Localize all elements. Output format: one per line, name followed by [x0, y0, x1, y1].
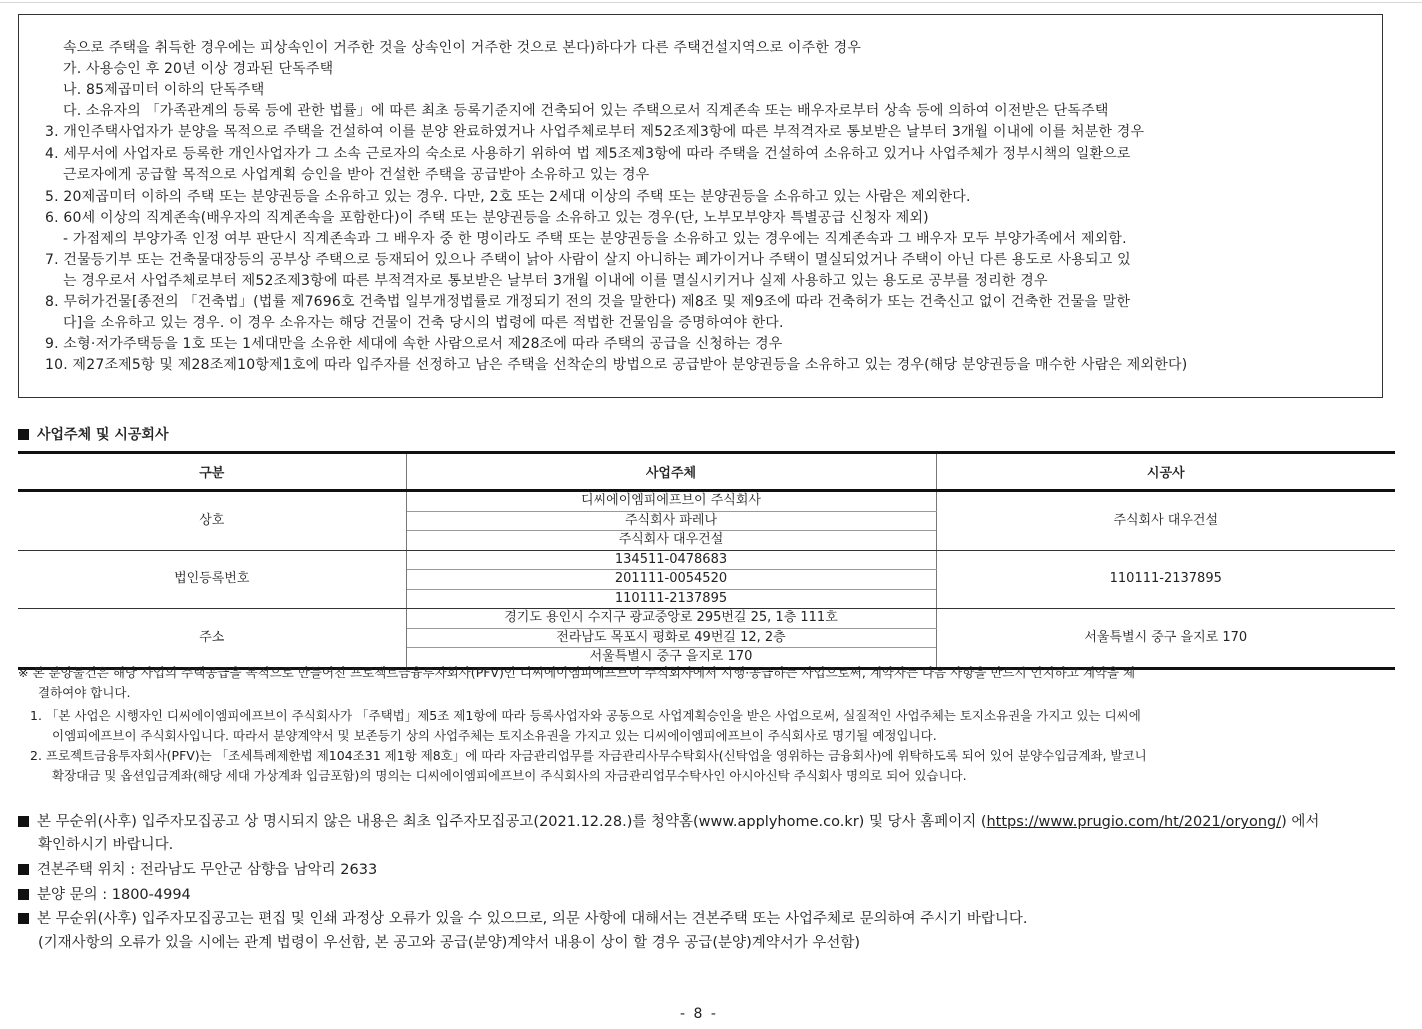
table-row [18, 609, 1395, 629]
info-line: (기재사항의 오류가 있을 시에는 관계 법령이 우선함, 본 공고와 공급(분양)계약서 내용이 상이 할 경우 공급(분양)계약서가 우선함) [38, 935, 861, 951]
table-cell: 주식회사 대우건설 [936, 491, 1395, 551]
note-line: 확장대금 및 옵션입금계좌(해당 세대 가상계좌 입금포함)의 명의는 디씨에이엠피에프브이 주식회사의 자금관리업무수탁사인 아시아신탁 주식회사 명의로 되어 있습니다. [52, 768, 967, 783]
square-bullet-icon [18, 864, 29, 875]
table-cell: 경기도 용인시 수지구 광교중앙로 295번길 25, 1층 111호 [406, 609, 936, 629]
table-cell: 전라남도 목포시 평화로 49번길 12, 2층 [406, 628, 936, 648]
box-line: 가. 사용승인 후 20년 이상 경과된 단독주택 [63, 61, 334, 77]
note-line: ※ 본 분양물건은 해당 사업의 주택공급을 목적으로 만들어진 프로젝트금융투자회사(PFV)인 디씨에이엠피에프브이 주식회사에서 시행·공급하는 사업으로써, 계약자는 다음 사항을 반드시 인지하고 계약을 체 [18, 665, 1136, 680]
table-row [18, 550, 1395, 570]
homepage-link[interactable]: https://www.prugio.com/ht/2021/oryong/ [986, 814, 1282, 830]
column-header: 구분 [18, 453, 406, 491]
top-rule [0, 2, 1422, 3]
table-cell: 201111-0054520 [406, 570, 936, 590]
note-line: 결하여야 합니다. [38, 685, 131, 700]
box-line: 근로자에게 공급할 목적으로 사업계획 승인을 받아 건설한 주택을 공급받아 소유하고 있는 경우 [63, 167, 650, 183]
company-table [18, 451, 1395, 670]
row-label: 주소 [18, 609, 406, 669]
note-line: 이엠피에프브이 주식회사입니다. 따라서 분양계약서 및 보존등기 상의 사업주체는 토지소유권을 가지고 있는 디씨에이엠피에프브이 주식회사로 명기될 예정입니다. [52, 728, 937, 743]
note-line: 1. 「본 사업은 시행자인 디씨에이엠피에프브이 주식회사가 「주택법」제5조 제1항에 따라 등록사업자와 공동으로 사업계획승인을 받은 사업으로써, 실질적인 사업주체는 토지소유권을 가지고 있는 디씨에 [30, 708, 1141, 723]
box-line: 다]을 소유하고 있는 경우. 이 경우 소유자는 해당 건물이 건축 당시의 법령에 따른 적법한 건물임을 증명하여야 한다. [63, 315, 784, 331]
info-line: 분양 문의 : 1800-4994 [18, 885, 191, 905]
row-label: 상호 [18, 491, 406, 551]
box-line: 3. 개인주택사업자가 분양을 목적으로 주택을 건설하여 이를 분양 완료하였거나 사업주체로부터 제52조제3항에 따른 부적격자로 통보받은 날부터 3개월 이내에 이를 처분한 경우 [45, 124, 1145, 140]
box-line: 4. 세무서에 사업자로 등록한 개인사업자가 그 소속 근로자의 숙소로 사용하기 위하여 법 제5조제3항에 따라 주택을 건설하여 소유하고 있거나 사업주체가 정부시책의 일환으로 [45, 146, 1131, 162]
box-line: 7. 건물등기부 또는 건축물대장등의 공부상 주택으로 등재되어 있으나 주택이 낡아 사람이 살지 아니하는 폐가이거나 주택이 멸실되었거나 주택이 아닌 다른 용도로 사용되고 있 [45, 252, 1131, 268]
table-cell: 주식회사 대우건설 [406, 531, 936, 551]
box-line: 다. 소유자의 「가족관계의 등록 등에 관한 법률」에 따른 최초 등록기준지에 건축되어 있는 주택으로서 직계존속 또는 배우자로부터 상속 등에 의하여 이전받은 단독주택 [63, 103, 1109, 119]
table-cell: 134511-0478683 [406, 550, 936, 570]
info-line: 확인하시기 바랍니다. [38, 837, 174, 853]
info-line: 본 무순위(사후) 입주자모집공고 상 명시되지 않은 내용은 최초 입주자모집공고(2021.12.28.)를 청약홈(www.applyhome.co.kr) 및 당사 홈페이지 (https://www.prugio.com/ht/2021/oryong/) 에서 [18, 812, 1319, 832]
box-line: 8. 무허가건물[종전의 「건축법」(법률 제7696호 건축법 일부개정법률로 개정되기 전의 것을 말한다) 제8조 및 제9조에 따라 건축허가 또는 건축신고 없이 건축한 건물을 말한 [45, 294, 1131, 310]
box-line: - 가점제의 부양가족 인정 여부 판단시 직계존속과 그 배우자 중 한 명이라도 주택 또는 분양권등을 소유하고 있는 경우에는 직계존속과 그 배우자 모두 부양가족에서 제외함. [63, 231, 1127, 247]
square-bullet-icon [18, 816, 29, 827]
info-line: 견본주택 위치 : 전라남도 무안군 삼향읍 남악리 2633 [18, 860, 377, 880]
row-label: 법인등록번호 [18, 550, 406, 609]
table-cell: 서울특별시 중구 을지로 170 [936, 609, 1395, 669]
square-bullet-icon [18, 913, 29, 924]
square-bullet-icon [18, 429, 29, 440]
note-line: 2. 프로젝트금융투자회사(PFV)는 「조세특례제한법 제104조31 제1항 제8호」에 따라 자금관리업무를 자금관리사무수탁회사(신탁업을 영위하는 금융회사)에 위탁하도록 되어 있어 분양수입금계좌, 발코니 [30, 748, 1147, 763]
info-line: 본 무순위(사후) 입주자모집공고는 편집 및 인쇄 과정상 오류가 있을 수 있으므로, 의문 사항에 대해서는 견본주택 또는 사업주체로 문의하여 주시기 바랍니다. [18, 909, 1028, 929]
table-cell: 110111-2137895 [936, 550, 1395, 609]
section-title: 사업주체 및 시공회사 [18, 424, 168, 444]
box-line: 10. 제27조제5항 및 제28조제10항제1호에 따라 입주자를 선정하고 남은 주택을 선착순의 방법으로 공급받아 분양권등을 소유하고 있는 경우(해당 분양권등을 매수한 사람은 제외한다) [45, 357, 1188, 373]
column-header: 시공사 [936, 453, 1395, 491]
table-cell: 주식회사 파레나 [406, 511, 936, 531]
table-header-row [18, 453, 1395, 491]
column-header: 사업주체 [406, 453, 936, 491]
box-line: 5. 20제곱미터 이하의 주택 또는 분양권등을 소유하고 있는 경우. 다만, 2호 또는 2세대 이상의 주택 또는 분양권등을 소유하고 있는 사람은 제외한다. [45, 189, 971, 205]
table-cell: 서울특별시 중구 을지로 170 [406, 648, 936, 669]
box-line: 6. 60세 이상의 직계존속(배우자의 직계존속을 포함한다)이 주택 또는 분양권등을 소유하고 있는 경우(단, 노부모부양자 특별공급 신청자 제외) [45, 210, 929, 226]
box-line: 속으로 주택을 취득한 경우에는 피상속인이 거주한 것을 상속인이 거주한 것으로 본다)하다가 다른 주택건설지역으로 이주한 경우 [63, 40, 862, 56]
box-line: 나. 85제곱미터 이하의 단독주택 [63, 82, 265, 98]
box-line: 9. 소형·저가주택등을 1호 또는 1세대만을 소유한 세대에 속한 사람으로서 제28조에 따라 주택의 공급을 신청하는 경우 [45, 336, 783, 352]
table-cell: 디씨에이엠피에프브이 주식회사 [406, 491, 936, 512]
square-bullet-icon [18, 889, 29, 900]
table-row [18, 491, 1395, 512]
table-cell: 110111-2137895 [406, 589, 936, 609]
box-line: 는 경우로서 사업주체로부터 제52조제3항에 따른 부적격자로 통보받은 날부터 3개월 이내에 이를 멸실시키거나 실제 사용하고 있는 용도로 공부를 정리한 경우 [63, 273, 1048, 289]
conditions-box [18, 14, 1383, 398]
page-number: - 8 - [680, 1006, 718, 1022]
